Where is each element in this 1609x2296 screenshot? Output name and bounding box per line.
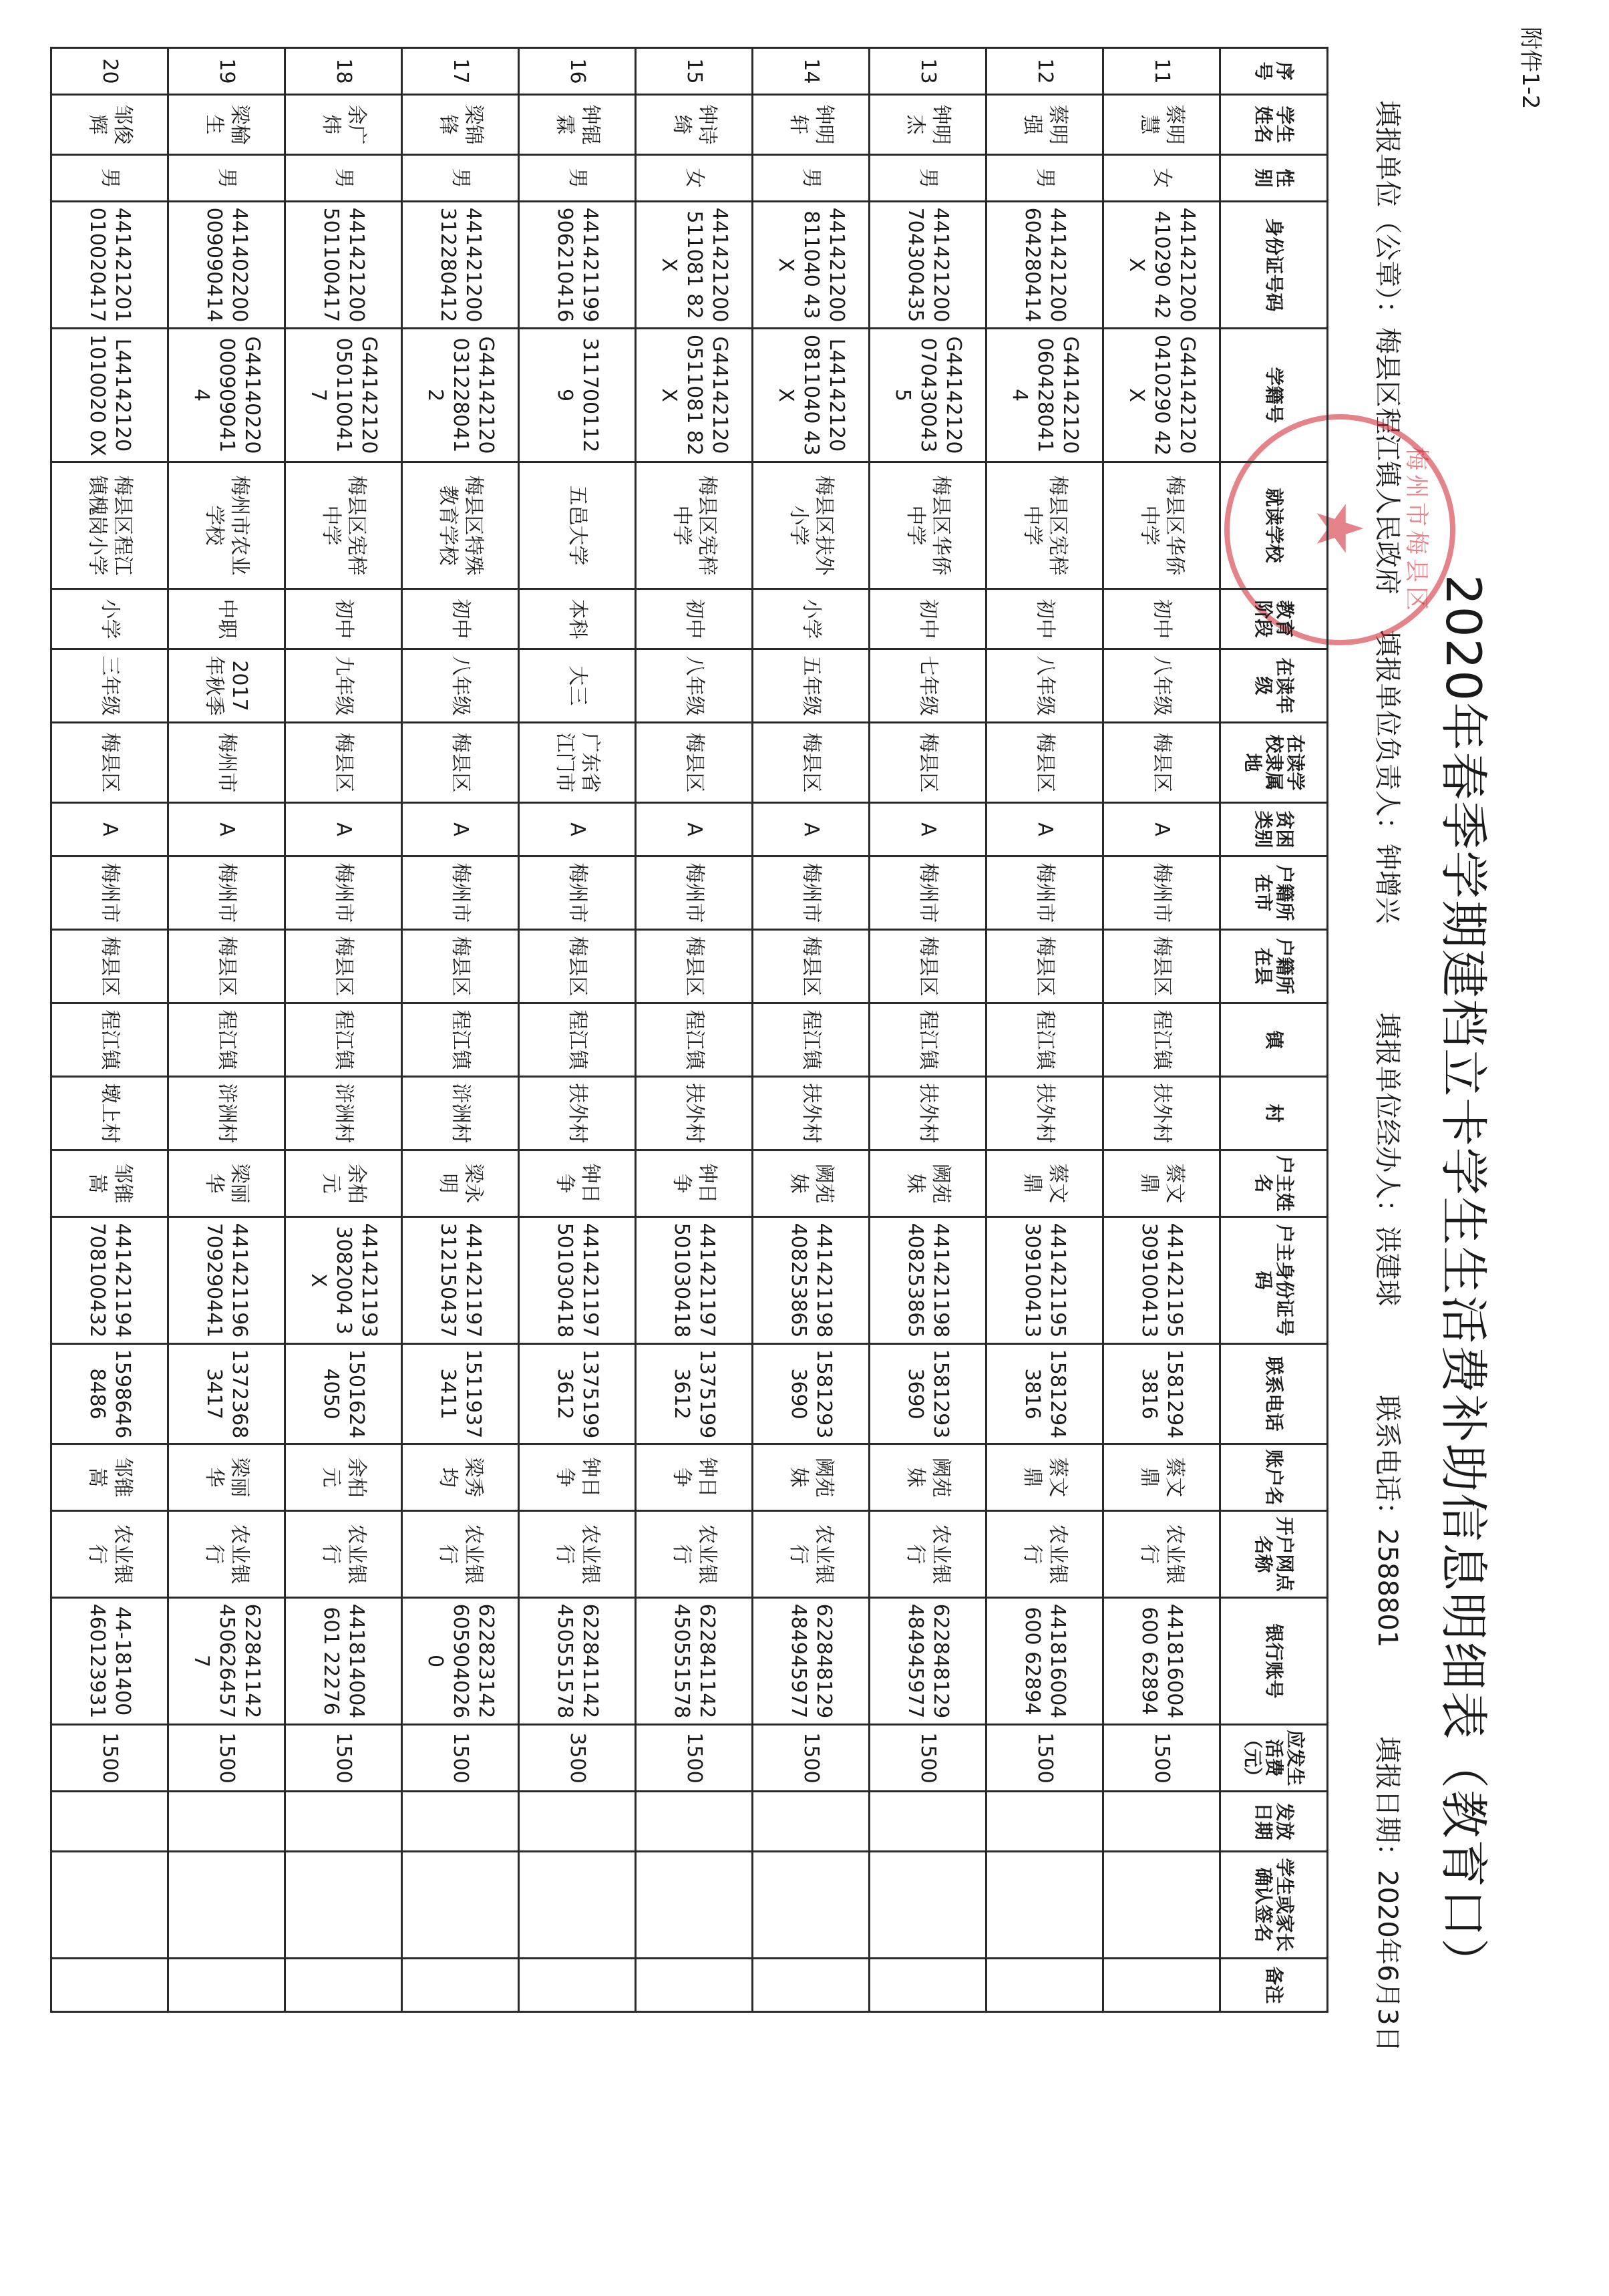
table-cell: 程江镇 [285, 1003, 402, 1077]
table-cell: A [285, 803, 402, 856]
table-cell: 441421196709290441 [168, 1217, 285, 1344]
table-cell: 程江镇 [51, 1003, 168, 1077]
table-cell: 441421200511081 82X [636, 202, 753, 329]
table-cell: 622848129484945977 [870, 1598, 987, 1725]
table-cell: 1500 [636, 1725, 753, 1792]
table-cell: 初中 [636, 589, 753, 649]
table-cell: 初中 [285, 589, 402, 649]
table-cell: 广东省江门市 [519, 723, 636, 803]
table-cell: 程江镇 [168, 1003, 285, 1077]
table-cell: 梅县区程江镇槐岗小学 [51, 462, 168, 589]
table-cell: 梅县区 [519, 930, 636, 1003]
table-cell: 1500 [51, 1725, 168, 1792]
column-header: 户主身份证号码 [1220, 1217, 1328, 1344]
column-header: 序号 [1220, 48, 1328, 95]
table-cell: 扶外村 [519, 1077, 636, 1150]
table-row [285, 48, 402, 2012]
table-cell: 梅县区 [987, 930, 1103, 1003]
table-cell: 15812943816 [987, 1344, 1103, 1444]
column-header: 学生或家长确认签名 [1220, 1852, 1328, 1959]
head-value: 钟增兴 [1372, 843, 1403, 924]
table-cell: 1500 [753, 1725, 870, 1792]
table-cell: 扶外村 [1103, 1077, 1220, 1150]
table-cell: 初中 [870, 589, 987, 649]
table-cell: 男 [870, 155, 987, 202]
table-cell: 余广炜 [285, 95, 402, 155]
table-cell: 441816004600 62894 [987, 1598, 1103, 1725]
date-value: 2020年6月3日 [1372, 1870, 1403, 2052]
table-cell: 浒洲村 [168, 1077, 285, 1150]
table-row [870, 48, 987, 2012]
table-cell: 女 [1103, 155, 1220, 202]
handler-label: 填报单位经办人： [1372, 1012, 1403, 1226]
seal-text: 梅州市梅县区 [1403, 446, 1430, 615]
table-cell: 梁秀均 [402, 1444, 519, 1511]
table-cell: 蔡明慧 [1103, 95, 1220, 155]
table-cell: 441421200811040 43X [753, 202, 870, 329]
table-cell: 梅州市 [285, 856, 402, 930]
unit-value: 梅县区程江镇人民政府 [1372, 327, 1403, 595]
table-cell: G441421200410290 42X [1103, 329, 1220, 462]
table-cell: 441421197312150437 [402, 1217, 519, 1344]
table-cell [870, 1959, 987, 2012]
table-cell: 程江镇 [1103, 1003, 1220, 1077]
table-cell: 梅县区扶外小学 [753, 462, 870, 589]
table-cell: 邹锥嵩 [51, 1150, 168, 1217]
table-cell: 622841142450551578 [636, 1598, 753, 1725]
table-cell [51, 1852, 168, 1959]
table-cell: 梅州市 [1103, 856, 1220, 930]
table-cell [168, 1852, 285, 1959]
table-cell: 农业银行 [402, 1511, 519, 1598]
table-cell [402, 1852, 519, 1959]
table-cell: A [402, 803, 519, 856]
table-cell: 钟诗绮 [636, 95, 753, 155]
table-cell: 441421201010020417 [51, 202, 168, 329]
table-cell: 梅县区 [285, 723, 402, 803]
table-cell [519, 1852, 636, 1959]
table-cell: A [1103, 803, 1220, 856]
table-cell: 五邑大学 [519, 462, 636, 589]
column-header: 发放日期 [1220, 1792, 1328, 1852]
table-cell: 农业银行 [1103, 1511, 1220, 1598]
table-cell: 阙苑妹 [753, 1150, 870, 1217]
table-row [636, 48, 753, 2012]
table-cell [519, 1792, 636, 1852]
table-row [168, 48, 285, 2012]
table-cell: 441421200410290 42X [1103, 202, 1220, 329]
table-cell: 梅县区 [870, 723, 987, 803]
table-cell: 19 [168, 48, 285, 95]
table-cell: 梅县区 [402, 930, 519, 1003]
table-cell: 1500 [285, 1725, 402, 1792]
table-cell [285, 1792, 402, 1852]
table-cell: A [870, 803, 987, 856]
table-cell: 农业银行 [636, 1511, 753, 1598]
table-cell: 农业银行 [168, 1511, 285, 1598]
table-cell: 梁丽华 [168, 1444, 285, 1511]
column-header: 教育阶段 [1220, 589, 1328, 649]
table-cell: 17 [402, 48, 519, 95]
table-cell: 13 [870, 48, 987, 95]
table-cell: 浒洲村 [285, 1077, 402, 1150]
table-cell: 钟日争 [636, 1150, 753, 1217]
table-cell: 44-181400460123931 [51, 1598, 168, 1725]
table-cell: 441421195309100413 [987, 1217, 1103, 1344]
table-cell: 七年级 [870, 649, 987, 723]
seal-star-icon: ★ [1302, 500, 1377, 558]
table-cell: A [519, 803, 636, 856]
table-cell: 441421198408253865 [753, 1217, 870, 1344]
table-cell [870, 1792, 987, 1852]
table-cell: 梅县区 [402, 723, 519, 803]
table-cell: 八年级 [1103, 649, 1220, 723]
table-cell: 梅县区 [753, 723, 870, 803]
table-cell: 扶外村 [987, 1077, 1103, 1150]
table-cell: 八年级 [402, 649, 519, 723]
table-cell [51, 1792, 168, 1852]
table-cell: 扶外村 [870, 1077, 987, 1150]
table-cell: 中职 [168, 589, 285, 649]
table-cell: 大三 [519, 649, 636, 723]
table-cell [987, 1792, 1103, 1852]
table-cell [1103, 1959, 1220, 2012]
table-cell: 邹锥嵩 [51, 1444, 168, 1511]
table-cell: 程江镇 [519, 1003, 636, 1077]
table-cell: G441421200704300435 [870, 329, 987, 462]
table-cell: 蔡文鼎 [1103, 1444, 1220, 1511]
table-cell: 15016244050 [285, 1344, 402, 1444]
page-title: 2020年春季学期建档立卡学生生活费补助信息明细表（教育口） [1435, 575, 1491, 1988]
table-cell: 小学 [753, 589, 870, 649]
table-row [51, 48, 168, 2012]
table-cell: 梁榆生 [168, 95, 285, 155]
table-cell: 男 [519, 155, 636, 202]
table-cell: 441421200312280412 [402, 202, 519, 329]
table-cell: 钟日争 [636, 1444, 753, 1511]
table-cell: 15 [636, 48, 753, 95]
table-cell: 蔡文鼎 [987, 1444, 1103, 1511]
column-header: 在读年级 [1220, 649, 1328, 723]
table-cell: 梁永明 [402, 1150, 519, 1217]
table-cell: 小学 [51, 589, 168, 649]
table-cell: 15986468486 [51, 1344, 168, 1444]
table-cell: G441421200501100417 [285, 329, 402, 462]
table-row [402, 48, 519, 2012]
date-label: 填报日期： [1372, 1736, 1403, 1870]
table-cell: A [168, 803, 285, 856]
table-cell: 男 [168, 155, 285, 202]
table-cell: G441421200604280414 [987, 329, 1103, 462]
table-cell: 16 [519, 48, 636, 95]
table-cell: 农业银行 [285, 1511, 402, 1598]
table-cell: 441421200501100417 [285, 202, 402, 329]
column-header: 镇 [1220, 1003, 1328, 1077]
table-cell: 蔡明强 [987, 95, 1103, 155]
table-cell: 三年级 [51, 649, 168, 723]
table-cell [285, 1852, 402, 1959]
table-cell: 男 [987, 155, 1103, 202]
table-cell: 梁丽华 [168, 1150, 285, 1217]
table-cell: 钟明杰 [870, 95, 987, 155]
table-cell: 15119373411 [402, 1344, 519, 1444]
table-cell: 梅县区华侨中学 [1103, 462, 1220, 589]
table-cell: 梅县区 [870, 930, 987, 1003]
table-cell: 农业银行 [987, 1511, 1103, 1598]
table-cell [285, 1959, 402, 2012]
phone-label: 联系电话： [1372, 1395, 1403, 1529]
head-label: 填报单位负责人： [1372, 629, 1403, 844]
table-cell: 余柏元 [285, 1444, 402, 1511]
table-cell [987, 1852, 1103, 1959]
column-header: 身份证号码 [1220, 202, 1328, 329]
table-cell: 梅县区 [168, 930, 285, 1003]
table-cell: 梅县区 [51, 930, 168, 1003]
table-row [519, 48, 636, 2012]
table-cell: 五年级 [753, 649, 870, 723]
table-cell [753, 1792, 870, 1852]
table-cell: 622823142605904026 0 [402, 1598, 519, 1725]
table-cell [1103, 1852, 1220, 1959]
table-cell [519, 1959, 636, 2012]
table-cell [987, 1959, 1103, 2012]
table-cell: 梅县区华侨中学 [870, 462, 987, 589]
table-cell: 邹俊辉 [51, 95, 168, 155]
table-cell: 14 [753, 48, 870, 95]
table-cell: 阙苑妹 [870, 1444, 987, 1511]
table-cell: 1500 [987, 1725, 1103, 1792]
table-cell: 男 [51, 155, 168, 202]
table-cell: 八年级 [636, 649, 753, 723]
table-cell: 梅州市 [753, 856, 870, 930]
table-cell: 程江镇 [870, 1003, 987, 1077]
table-cell: 扶外村 [636, 1077, 753, 1150]
table-cell: 钟日争 [519, 1444, 636, 1511]
table-cell: 梅州市 [168, 856, 285, 930]
table-cell: 梅州市 [519, 856, 636, 930]
table-cell: 441421199906210416 [519, 202, 636, 329]
table-cell: 622841142450626457 7 [168, 1598, 285, 1725]
table-cell: 1500 [168, 1725, 285, 1792]
table-cell: 阙苑妹 [753, 1444, 870, 1511]
table-cell: 梅县区特殊教育学校 [402, 462, 519, 589]
table-cell: 441814004601 22276 [285, 1598, 402, 1725]
table-cell: 梅县区 [987, 723, 1103, 803]
table-cell: 蔡文鼎 [1103, 1150, 1220, 1217]
table-cell: 梅县区宪梓中学 [987, 462, 1103, 589]
column-header: 账户名 [1220, 1444, 1328, 1511]
table-cell: 本科 [519, 589, 636, 649]
table-cell: 浒洲村 [402, 1077, 519, 1150]
table-cell: 八年级 [987, 649, 1103, 723]
table-cell: 钟明轩 [753, 95, 870, 155]
column-header: 户籍所在县 [1220, 930, 1328, 1003]
table-cell: 梅县区宪梓中学 [285, 462, 402, 589]
table-header-row [1220, 48, 1328, 2012]
table-cell: 男 [753, 155, 870, 202]
table-cell: 441421198408253865 [870, 1217, 987, 1344]
table-cell: 20 [51, 48, 168, 95]
table-cell [402, 1959, 519, 2012]
table-row [1103, 48, 1220, 2012]
table-cell: 梅县区宪梓中学 [636, 462, 753, 589]
table-cell: 梅县区 [51, 723, 168, 803]
table-cell: 441421195309100413 [1103, 1217, 1220, 1344]
table-cell: 4414211933082004 3X [285, 1217, 402, 1344]
table-cell: 梁锦锋 [402, 95, 519, 155]
table-cell: 13723683417 [168, 1344, 285, 1444]
table-cell: A [987, 803, 1103, 856]
table-cell: 441421197501030418 [636, 1217, 753, 1344]
table-cell: 农业银行 [51, 1511, 168, 1598]
table-cell: 441816004600 62894 [1103, 1598, 1220, 1725]
table-cell: 男 [285, 155, 402, 202]
column-header: 学生姓名 [1220, 95, 1328, 155]
table-cell: 1500 [870, 1725, 987, 1792]
table-cell: 钟日争 [519, 1150, 636, 1217]
table-cell: 梅州市 [987, 856, 1103, 930]
table-cell: 男 [402, 155, 519, 202]
table-cell: G441421200511081 82X [636, 329, 753, 462]
column-header: 贫困类别 [1220, 803, 1328, 856]
unit-label: 填报单位（公章）： [1372, 100, 1403, 327]
table-cell: 农业银行 [519, 1511, 636, 1598]
table-cell: 13751993612 [519, 1344, 636, 1444]
phone-value: 2588801 [1372, 1528, 1403, 1648]
table-cell: 程江镇 [987, 1003, 1103, 1077]
column-header: 银行账号 [1220, 1598, 1328, 1725]
table-cell: 女 [636, 155, 753, 202]
table-cell: 余柏元 [285, 1150, 402, 1217]
table-cell: 441421197501030418 [519, 1217, 636, 1344]
data-table [50, 47, 1328, 2013]
table-cell [1103, 1792, 1220, 1852]
column-header: 在读学校隶属地 [1220, 723, 1328, 803]
table-cell: 梅县区 [636, 723, 753, 803]
table-cell: 15812933690 [753, 1344, 870, 1444]
table-cell: 程江镇 [753, 1003, 870, 1077]
table-cell: 13751993612 [636, 1344, 753, 1444]
table-cell: G441402200009090414 [168, 329, 285, 462]
table-cell: 1500 [402, 1725, 519, 1792]
table-cell: 钟锟霖 [519, 95, 636, 155]
table-cell: 农业银行 [870, 1511, 987, 1598]
table-cell [636, 1852, 753, 1959]
table-cell: 九年级 [285, 649, 402, 723]
table-cell [168, 1792, 285, 1852]
table-cell: 622848129484945977 [753, 1598, 870, 1725]
column-header: 户籍所在市 [1220, 856, 1328, 930]
table-cell: 441421200604280414 [987, 202, 1103, 329]
table-cell: 15812943816 [1103, 1344, 1220, 1444]
table-cell: 梅县区 [1103, 723, 1220, 803]
attachment-label: 附件1-2 [1517, 27, 1544, 110]
column-header: 备注 [1220, 1959, 1328, 2012]
table-cell: 梅县区 [636, 930, 753, 1003]
table-cell: 初中 [1103, 589, 1220, 649]
table-cell: 1500 [1103, 1725, 1220, 1792]
table-cell: 墩上村 [51, 1077, 168, 1150]
table-cell [402, 1792, 519, 1852]
table-cell [51, 1959, 168, 2012]
table-cell: 18 [285, 48, 402, 95]
table-cell: 程江镇 [402, 1003, 519, 1077]
info-line [1371, 100, 1409, 2052]
table-cell [168, 1959, 285, 2012]
table-cell: 扶外村 [753, 1077, 870, 1150]
table-cell [753, 1852, 870, 1959]
table-cell: 梅州市 [402, 856, 519, 930]
table-cell: 12 [987, 48, 1103, 95]
column-header: 户主姓名 [1220, 1150, 1328, 1217]
column-header: 开户网点名称 [1220, 1511, 1328, 1598]
table-cell: 15812933690 [870, 1344, 987, 1444]
table-cell: 441421194708100432 [51, 1217, 168, 1344]
table-cell: 梅州市 [168, 723, 285, 803]
column-header: 性别 [1220, 155, 1328, 202]
table-cell: A [753, 803, 870, 856]
table-cell: L441421200811040 43X [753, 329, 870, 462]
table-cell: 梅州市 [636, 856, 753, 930]
table-cell [870, 1852, 987, 1959]
table-cell: 农业银行 [753, 1511, 870, 1598]
table-cell: 梅州市 [870, 856, 987, 930]
column-header: 应发生活费（元） [1220, 1725, 1328, 1792]
table-cell: G441421200312280412 [402, 329, 519, 462]
table-cell: 阙苑妹 [870, 1150, 987, 1217]
table-cell: 441421200704300435 [870, 202, 987, 329]
table-row [987, 48, 1103, 2012]
table-cell [753, 1959, 870, 2012]
column-header: 就读学校 [1220, 462, 1328, 589]
table-cell: 2017年秋季 [168, 649, 285, 723]
table-cell: 初中 [987, 589, 1103, 649]
table-cell: 蔡文鼎 [987, 1150, 1103, 1217]
column-header: 联系电话 [1220, 1344, 1328, 1444]
handler-value: 洪建球 [1372, 1226, 1403, 1307]
table-row [753, 48, 870, 2012]
table-cell: 程江镇 [636, 1003, 753, 1077]
table-cell: A [636, 803, 753, 856]
table-cell [636, 1959, 753, 2012]
table-cell: 梅县区 [285, 930, 402, 1003]
table-cell: 梅州市农业学校 [168, 462, 285, 589]
table-cell: 梅县区 [753, 930, 870, 1003]
table-cell: 初中 [402, 589, 519, 649]
column-header: 村 [1220, 1077, 1328, 1150]
table-cell: 11 [1103, 48, 1220, 95]
table-cell: 3500 [519, 1725, 636, 1792]
table-cell [636, 1792, 753, 1852]
table-cell: 622841142450551578 [519, 1598, 636, 1725]
table-cell: 441402200009090414 [168, 202, 285, 329]
table-cell: L441421201010020 0X [51, 329, 168, 462]
table-cell: 3117001129 [519, 329, 636, 462]
table-cell: 梅州市 [51, 856, 168, 930]
table-cell: A [51, 803, 168, 856]
table-cell: 梅县区 [1103, 930, 1220, 1003]
column-header: 学籍号 [1220, 329, 1328, 462]
